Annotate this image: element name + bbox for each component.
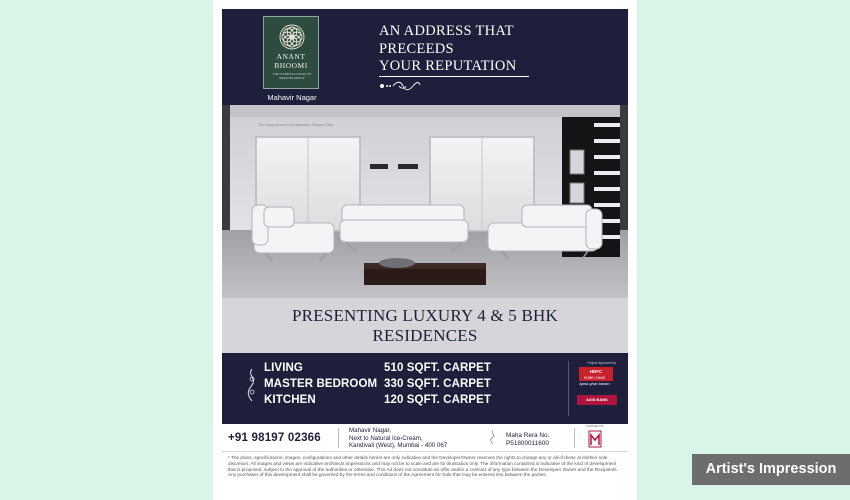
divider	[574, 428, 575, 448]
address-line3: Kandivali (West), Mumbai - 400 067	[349, 442, 448, 450]
ornament-flourish-icon	[379, 81, 421, 91]
rera-label: Maha Rera No.	[506, 432, 550, 439]
location-label: Mahavir Nagar	[267, 93, 317, 102]
brand-logo	[263, 16, 319, 89]
spec-room: MASTER BEDROOM	[264, 378, 378, 390]
presenting-line1: PRESENTING LUXURY 4 & 5 BHK	[292, 306, 558, 325]
hdfc-subtext: HOME LOANS	[583, 376, 606, 380]
site-address	[349, 427, 447, 450]
headline-divider	[379, 76, 529, 77]
rera-info	[506, 432, 549, 448]
axis-bank-logo: AXIS BANK	[577, 395, 617, 405]
presenting-line2: RESIDENCES	[372, 326, 478, 345]
specs-panel	[222, 353, 628, 424]
brand-name-line2: BHOOMI	[274, 61, 308, 70]
divider	[338, 428, 339, 448]
brand-tagline: THE ULTIMATE LUXURY BY MAHAVIR GROUP	[272, 72, 312, 80]
living-room-illustration	[222, 105, 628, 298]
contact-bar	[222, 424, 628, 452]
photo-caption: The image shown is for illustrative Purpose Only	[258, 123, 333, 127]
presenting-banner	[222, 298, 628, 353]
rera-number: P51800011600	[506, 440, 549, 447]
ad-page	[213, 0, 637, 500]
spec-size: 510 SQFT. CARPET	[384, 362, 492, 374]
spec-size: 120 SQFT. CARPET	[384, 394, 492, 406]
artists-impression-badge: Artist's Impression	[692, 454, 850, 485]
spec-size: 330 SQFT. CARPET	[384, 378, 492, 390]
brand-name-line1: ANANT	[276, 52, 306, 61]
floral-emblem-icon	[278, 23, 306, 51]
builder-label: A PROJECT BY	[586, 425, 604, 428]
bank-approvals	[568, 361, 616, 416]
headline-line1: AN ADDRESS THAT	[379, 23, 514, 39]
headline-line3: YOUR REPUTATION	[379, 58, 517, 74]
address-line1: Mahavir Nagar,	[349, 427, 391, 434]
address-line2: Next to Natural Ice-Cream,	[349, 434, 423, 442]
headline	[379, 23, 559, 76]
ad-header	[222, 9, 628, 105]
hdfc-name: HDFC	[589, 369, 603, 374]
builder-emblem-icon	[586, 427, 604, 449]
decorative-divider-icon	[489, 429, 497, 445]
approval-label: Project Approved by	[587, 361, 616, 365]
living-room-photo	[222, 105, 628, 298]
phone-number[interactable]: +91 98197 02366	[228, 432, 321, 444]
headline-line2: PRECEEDS	[379, 40, 454, 57]
spec-room: KITCHEN	[264, 394, 316, 406]
mahavir-group-logo	[586, 427, 604, 449]
advertisement	[222, 9, 628, 493]
brand-name	[264, 52, 318, 70]
hdfc-script: apna ghar banao	[579, 381, 610, 386]
spec-room: LIVING	[264, 362, 303, 374]
decorative-floral-icon	[246, 367, 258, 403]
legal-disclaimer: * The plans, specifications, images, configurations and other details herein are only indicative and the Developer/Owner reserves the rights to change any or all of these at its/their sole discretion. All images and views are indicative architects impressions and may not be to scale and are for illustration only. The information contained is indicative of the kind of development that is proposed, subject to the approval of the authorities or otherwise. This Ad does not constitute an offer and/or a contract of any type between the Developer/ Owner and the Recipients. Any purchaser of this development shall be governed by the terms and conditions of the Agreement for Sale that may be entered into between the parties.	[228, 455, 618, 478]
